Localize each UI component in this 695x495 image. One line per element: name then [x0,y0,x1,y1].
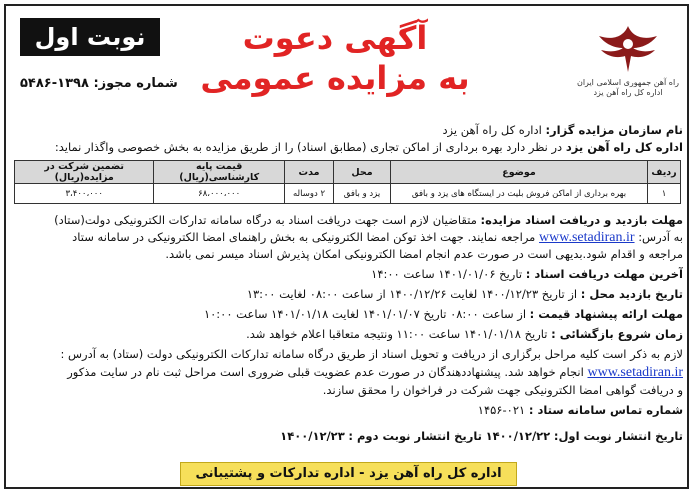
railway-logo [573,18,683,110]
note-line1: لازم به ذکر است کلیه مراحل برگزاری از دریافت و تحویل اسناد از طریق درگاه سامانه تدارکات الکترونیکی دولت (ستاد) به آدرس : [60,347,683,361]
site-visit-label: تاریخ بازدید محل : [580,287,683,301]
organizer-label: نام سازمان مزایده گزار: [545,123,683,137]
deadline-label: آخرین مهلت دریافت اسناد : [525,267,683,281]
organizer-value: اداره کل راه آهن یزد [442,123,542,137]
setad-website-link[interactable]: www.setadiran.ir [539,230,635,245]
organizer-line [12,122,683,138]
col-base-price-header: قیمت پایه کارشناسی(ریال) [154,161,285,184]
footer-banner: اداره کل راه آهن یزد - اداره تدارکات و پشتیبانی [180,462,517,486]
contact-value: ۰۲۱-۱۴۵۶ [477,403,526,417]
visit-label: مهلت بازدید و دریافت اسناد مزایده: [480,213,683,227]
site-visit-line [12,286,683,302]
logo-text-line1: راه آهن جمهوری اسلامی ایران [576,78,680,87]
note-line2 [12,364,683,381]
cell-base-price: ۶۸،۰۰۰،۰۰۰ [154,184,285,204]
notice-title-line1: آگهی دعوت [242,19,428,57]
opening-value: تاریخ ۱۴۰۱/۰۱/۱۸ ساعت ۱۱:۰۰ ونتیجه متعاقبا اعلام خواهد شد. [246,327,548,341]
intro-org: اداره کل راه آهن یزد [565,140,683,154]
contact-line [12,402,683,418]
publish-dates-line [12,428,683,444]
address-line [12,229,683,246]
offer-label: مهلت ارائه پیشنهاد قیمت : [529,307,683,321]
logo-text-line2: اداره کل راه آهن یزد [593,88,663,97]
turn-badge: نوبت اول [20,18,160,56]
deadline-line [12,266,683,282]
permit-number: ۱۳۹۸-۵۴۸۶ [20,76,89,91]
col-row-header: ردیف [648,161,681,184]
opening-line [12,326,683,342]
table-header-row [15,161,681,184]
permit-number-line [20,76,180,91]
publish-first-value: ۱۴۰۰/۱۲/۲۲ [485,429,551,443]
col-subject-header: موضوع [391,161,648,184]
address-prefix: به آدرس: [638,230,683,244]
permit-label: شماره مجوز: [93,76,178,91]
publish-second-value: ۱۴۰۰/۱۲/۲۳ [280,429,345,443]
col-duration-header: مدت [285,161,334,184]
body-line3: مراجعه و اقدام شود.بدیهی است در صورت عدم انجام امضا الکترونیکی امکان پذیرش اسناد میسر نمی باشد. [165,247,683,261]
notice-title-line2: به مزایده عمومی [200,59,470,97]
intro-text: در نظر دارد بهره برداری از اماکن تجاری (مطابق اسناد) را از طریق مزایده به بخش خصوصی واگذار نماید: [54,140,563,154]
auction-items-table [14,160,681,204]
address-rest: مراجعه نمایند. جهت اخذ توکن امضا الکترونیکی به بخش راهنمای امضا الکترونیکی در سامانه ستاد [72,230,536,244]
note-line2-text: انجام خواهد شد. پیشنهاددهندگان در صورت عدم عضویت قبلی ضروری است مراحل ثبت نام در سایت مذکور [67,365,584,379]
visit-text: متقاضیان لازم است جهت دریافت اسناد به درگاه سامانه تدارکات الکترونیکی دولت(ستاد) [54,213,477,227]
publish-first-label: تاریخ انتشار نوبت اول: [553,429,683,443]
deadline-value: تاریخ ۱۴۰۱/۰۱/۰۶ ساعت ۱۴:۰۰ [371,267,523,281]
opening-label: زمان شروع بازگشائی : [551,327,683,341]
intro-line [12,139,683,155]
col-guarantee-header: تضمین شرکت در مزایده(ریال) [15,161,154,184]
visit-line [12,212,683,228]
publish-second-label: تاریخ انتشار نوبت دوم : [348,429,482,443]
cell-row: ۱ [648,184,681,204]
offer-line [12,306,683,322]
cell-guarantee: ۳،۴۰۰،۰۰۰ [15,184,154,204]
contact-label: شماره تماس سامانه ستاد : [528,403,683,417]
note-line3: و دریافت گواهی امضا الکترونیکی جهت شرکت در فراخوان را محقق سازند. [322,383,683,397]
cell-subject: بهره برداری از اماکن فروش بلیت در ایستگاه های یزد و بافق [391,184,648,204]
cell-location: یزد و بافق [334,184,391,204]
table-row [15,184,681,204]
site-visit-value: از تاریخ ۱۴۰۰/۱۲/۲۳ لغایت ۱۴۰۰/۱۲/۲۶ از ساعت ۰۸:۰۰ لغایت ۱۳:۰۰ [246,287,578,301]
cell-duration: ۲ دوساله [285,184,334,204]
col-location-header: محل [334,161,391,184]
offer-value: از ساعت ۰۸:۰۰ تاریخ ۱۴۰۱/۰۱/۰۷ لغایت ۱۴۰۱/۰۱/۱۸ ساعت ۱۰:۰۰ [203,307,527,321]
setad-website-link-2[interactable]: www.setadiran.ir [587,365,683,380]
winged-emblem-icon [593,18,663,78]
